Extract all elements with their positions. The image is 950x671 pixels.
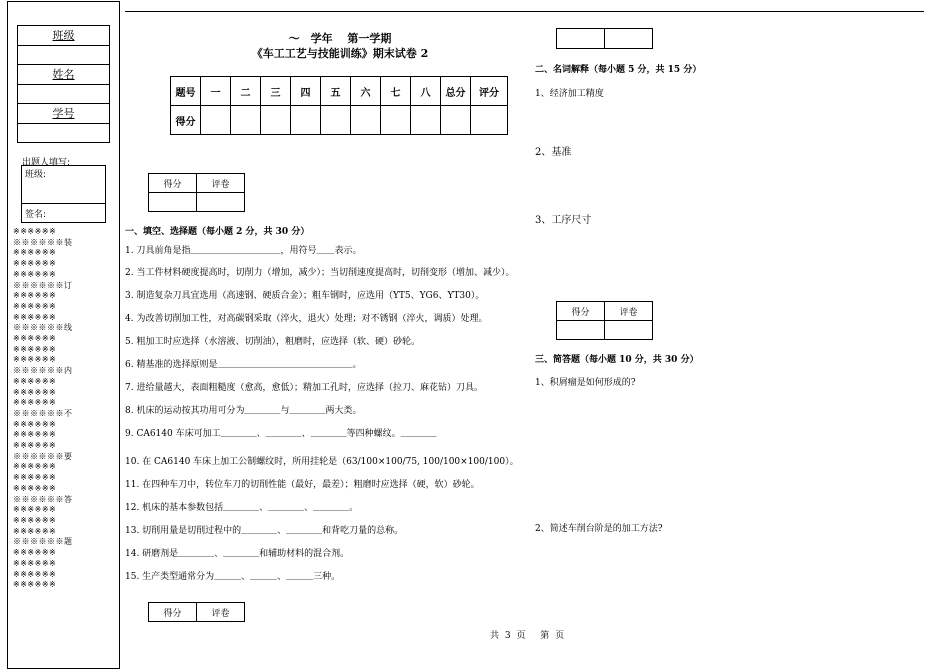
question-14: 14. 研磨剂是＿＿＿＿、＿＿＿＿和辅助材料的混合剂。 — [125, 549, 350, 559]
score-table-header-cell: 四 — [291, 77, 321, 106]
grader-review-label: 评卷 — [197, 603, 245, 622]
page-footer: 共 3 页 第 页 — [490, 631, 565, 641]
setter-label: 出题人填写: — [22, 158, 71, 168]
section3-title: 三、简答题（每小题 10 分，共 30 分） — [535, 355, 699, 365]
score-cell[interactable] — [441, 106, 471, 135]
score-cell[interactable] — [321, 106, 351, 135]
score-table-header-cell: 三 — [261, 77, 291, 106]
setter-box — [21, 165, 106, 223]
question-3: 3. 制造复杂刀具宜选用（高速钢、硬质合金）；粗车钢时，应选用（YT5、YG6、YT30）。 — [125, 291, 485, 301]
info-label-id: 学号 — [18, 104, 109, 124]
score-table-header-cell: 题号 — [171, 77, 201, 106]
score-cell[interactable] — [381, 106, 411, 135]
score-row-label: 得分 — [171, 106, 201, 135]
grader-review-cell[interactable] — [605, 321, 653, 340]
exam-year-line: ～ 学年 第一学期 — [288, 32, 392, 45]
grader-review-label: 评卷 — [197, 174, 245, 193]
info-label-name: 姓名 — [18, 65, 109, 85]
score-table-header-row — [171, 77, 508, 106]
grader-score-label: 得分 — [557, 302, 605, 321]
info-field-id[interactable] — [18, 124, 109, 144]
score-table-score-row — [171, 106, 508, 135]
score-table-header-cell: 评分 — [471, 77, 508, 106]
grader-score-cell[interactable] — [149, 193, 197, 212]
score-table-header-cell: 一 — [201, 77, 231, 106]
score-table — [170, 76, 508, 135]
question-6: 6. 精基准的选择原则是＿＿＿＿＿＿＿＿＿＿＿＿＿＿＿。 — [125, 360, 362, 370]
score-table-header-cell: 八 — [411, 77, 441, 106]
score-table-header-cell: 七 — [381, 77, 411, 106]
question-4: 4. 为改善切削加工性，对高碳钢采取（淬火，退火）处理；对不锈钢（淬火，调质）处理。 — [125, 314, 488, 324]
score-cell[interactable] — [291, 106, 321, 135]
grader-box-3 — [556, 301, 653, 340]
grader-score-label: 得分 — [149, 174, 197, 193]
grader-box-2 — [148, 602, 245, 622]
section2-q3: 3、工序尺寸 — [535, 215, 592, 226]
score-table-header-cell: 六 — [351, 77, 381, 106]
section1-title: 一、填空、选择题（每小题 2 分，共 30 分） — [125, 227, 310, 237]
score-cell[interactable] — [231, 106, 261, 135]
grader-blank-cell[interactable] — [557, 29, 605, 49]
info-field-name[interactable] — [18, 85, 109, 105]
question-8: 8. 机床的运动按其功用可分为＿＿＿＿与＿＿＿＿两大类。 — [125, 406, 362, 416]
question-9: 9. CA6140 车床可加工＿＿＿＿、＿＿＿＿、＿＿＿＿等四种螺纹。＿＿＿＿ — [125, 429, 437, 439]
section3-q2: 2、简述车削台阶是的加工方法? — [535, 524, 663, 534]
score-table-header-cell: 总分 — [441, 77, 471, 106]
score-table-header-cell: 二 — [231, 77, 261, 106]
exam-title: 《车工工艺与技能训练》期末试卷 2 — [251, 47, 429, 60]
grader-box-top-right — [556, 28, 653, 49]
question-12: 12. 机床的基本参数包括＿＿＿＿、＿＿＿＿、＿＿＿＿。 — [125, 503, 359, 513]
section2-q1: 1、经济加工精度 — [535, 89, 604, 99]
question-10: 10. 在 CA6140 车床上加工公制螺纹时，所用挂轮是（63/100×100/75, 100/100×100/100）。 — [125, 457, 519, 467]
grader-score-cell[interactable] — [557, 321, 605, 340]
section2-q2: 2、基准 — [535, 147, 572, 158]
score-cell[interactable] — [411, 106, 441, 135]
question-11: 11. 在四种车刀中，转位车刀的切削性能（最好，最差）；粗磨时应选择（硬，软）砂轮。 — [125, 480, 480, 490]
question-13: 13. 切削用量是切削过程中的＿＿＿＿、＿＿＿＿和背吃刀量的总称。 — [125, 526, 404, 536]
grader-blank-cell[interactable] — [605, 29, 653, 49]
grader-score-label: 得分 — [149, 603, 197, 622]
setter-sign-field[interactable]: 签名: — [25, 210, 47, 220]
score-cell[interactable] — [201, 106, 231, 135]
section2-title: 二、名词解释（每小题 5 分，共 15 分） — [535, 65, 702, 75]
grader-review-cell[interactable] — [197, 193, 245, 212]
question-7: 7. 进给量越大，表面粗糙度（愈高，愈低）；精加工孔时，应选择（拉刀、麻花钻）刀具。 — [125, 383, 483, 393]
student-info-box — [17, 25, 110, 143]
question-5: 5. 粗加工时应选择（水溶液、切削油），粗磨时，应选择（软、硬）砂轮。 — [125, 337, 420, 347]
score-cell[interactable] — [261, 106, 291, 135]
question-1: 1. 刀具前角是指＿＿＿＿＿＿＿＿＿＿，用符号＿＿表示。 — [125, 246, 362, 256]
score-cell[interactable] — [351, 106, 381, 135]
question-15: 15. 生产类型通常分为＿＿＿、＿＿＿、＿＿＿三种。 — [125, 572, 341, 582]
score-table-header-cell: 五 — [321, 77, 351, 106]
info-label-class: 班级 — [18, 26, 109, 46]
seal-line-marks: ※※※※※※ ※※※※※※装 ※※※※※※ ※※※※※※ ※※※※※※ ※※※※※※订 ※※※※※※ ※※※※※※ ※※※※※※ ※※※※※※线 ※※※※※※ ※※※※※※ ※※※※※※ ※※※※※※内 ※※※※※※ ※※※※※※ ※※※※※※ ※※※※※※不 ※※※※※※ ※※※※※※ ※※※※※※ ※※※※※※要 ※※※※※※ ※※※※※※ ※※※※※※ ※※※※※※答 ※※※※※※ ※※※※※※ ※※※※※※ ※※※※※※题 ※※※※※※ ※※※※※※ ※※※※※※ ※※※※※※ — [13, 227, 73, 590]
grader-box-1 — [148, 173, 245, 212]
section3-q1: 1、积屑瘤是如何形成的? — [535, 378, 636, 388]
grader-review-label: 评卷 — [605, 302, 653, 321]
info-field-class[interactable] — [18, 46, 109, 66]
top-rule — [125, 11, 924, 12]
setter-class-field[interactable]: 班级: — [22, 166, 105, 204]
question-2: 2. 当工件材料硬度提高时，切削力（增加，减少）；当切削速度提高时，切削变形（增加、减少）。 — [125, 268, 515, 278]
score-cell[interactable] — [471, 106, 508, 135]
